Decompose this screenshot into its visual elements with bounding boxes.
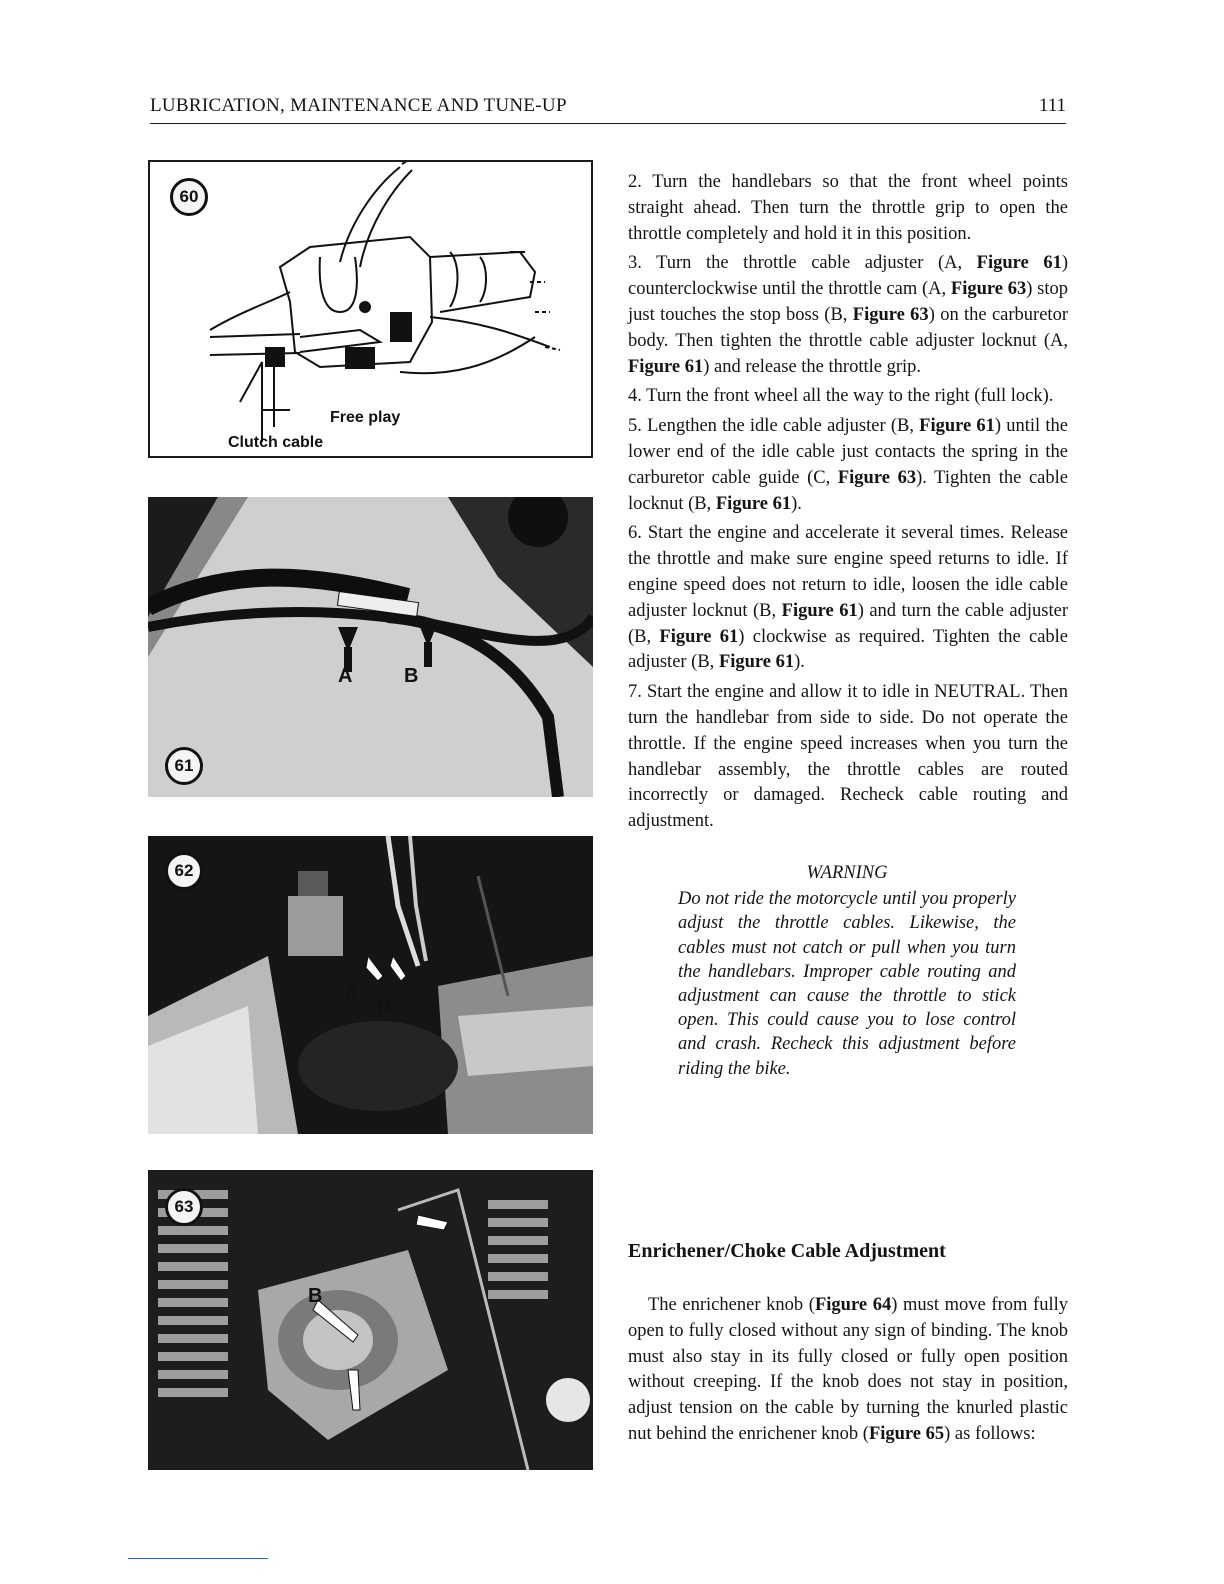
figure-63-number-badge: 63 [165, 1188, 203, 1226]
text-segment: ). [794, 652, 805, 673]
figure-reference: Figure 61 [659, 626, 739, 647]
figure-63-label-b: B [308, 1285, 323, 1307]
text-segment: ) on the carburetor body. Then tighten the throttle cable adjuster locknut (A, [628, 304, 1068, 351]
text-segment: ). Tighten the cable locknut (B, [628, 467, 1068, 514]
step-4 [628, 384, 1068, 410]
running-header [150, 93, 1066, 124]
text-segment: 3. Turn the throttle cable adjuster (A, [628, 253, 977, 274]
text-segment: ) stop just touches the stop boss (B, [628, 279, 1068, 325]
enrichener-section-heading: Enrichener/Choke Cable Adjustment [628, 1240, 946, 1262]
figure-reference: Figure 61 [718, 652, 795, 673]
figure-61-label-b: B [404, 665, 419, 687]
figure-61-photo [148, 497, 593, 797]
figure-reference: Figure 61 [976, 253, 1062, 274]
page-number: 111 [1038, 95, 1066, 116]
warning-title: WARNING [806, 862, 888, 883]
text-segment: 6. Start the engine and accelerate it several times. Release the throttle and make sure engine speed returns to idle. If engine speed does not return to idle, loosen the idle cable adjuster locknut (B, [628, 523, 1068, 621]
text-segment: ) as follows: [944, 1423, 1036, 1444]
free-play-label: Free play [330, 409, 401, 426]
figure-61-label-a: A [338, 665, 353, 687]
text-segment: ) must move from fully open to fully closed without any sign of binding. The knob must also stay in its fully closed or fully open position without creeping. If the knob does not stay in position, adjust tension on the cable by turning the knurled plastic nut behind the enrichener knob ( [628, 1295, 1068, 1444]
procedure-text-column [628, 170, 1068, 1081]
clutch-cable-label: Clutch cable [228, 434, 324, 451]
text-segment: ) clockwise as required. Tighten the cable adjuster (B, [628, 626, 1068, 673]
text-segment: 5. Lengthen the idle cable adjuster (B, [628, 416, 920, 437]
warning-box [678, 861, 1016, 1081]
step-5 [628, 414, 1068, 517]
figure-62-number-badge: 62 [165, 852, 203, 890]
figure-62-photo [148, 836, 593, 1134]
carburetor-cables-photo [148, 836, 593, 1134]
figure-reference: Figure 61 [781, 600, 858, 621]
throttle-cam-photo [148, 1170, 593, 1470]
figure-reference: Figure 61 [919, 416, 995, 437]
figure-reference: Figure 64 [814, 1295, 892, 1315]
enrichener-section-body [628, 1293, 1068, 1452]
step-3 [628, 251, 1068, 380]
figure-63-photo [148, 1170, 593, 1470]
figure-reference: Figure 65 [868, 1423, 945, 1444]
step-6 [628, 521, 1068, 676]
step-2 [628, 170, 1068, 247]
figure-reference: Figure 63 [852, 304, 929, 325]
figure-reference: Figure 63 [837, 467, 917, 488]
text-segment: ) until the lower end of the idle cable just contacts the spring in the carburetor cable guide (C, [628, 416, 1068, 488]
text-segment: ) counterclockwise until the throttle cam (A, [628, 253, 1068, 300]
warning-body: Do not ride the motorcycle until you properly adjust the throttle cables. Likewise, the cables must not catch or pull when you turn the handlebars. Improper cable routing and adjustment can cause the throttle to stick open. This could cause you to lose control and crash. Recheck this adjustment before riding the bike. [678, 889, 1016, 1079]
text-segment: ) and release the throttle grip. [703, 356, 922, 377]
text-segment: 2. Turn the handlebars so that the front wheel points straight ahead. Then turn the throttle grip to open the throttle completely and hold it in this position. [628, 172, 1068, 244]
chapter-title: LUBRICATION, MAINTENANCE AND TUNE-UP [150, 95, 567, 116]
throttle-cable-photo [148, 497, 593, 797]
figure-reference: Figure 61 [715, 493, 792, 514]
text-segment: 7. Start the engine and allow it to idle in NEUTRAL. Then turn the handlebar from side to side. Do not operate the throttle. If the engine speed increases when you turn the handlebar assembly, the throttle cables are routed incorrectly or damaged. Recheck cable routing and adjustment. [628, 682, 1068, 832]
figure-reference: Figure 61 [628, 356, 704, 377]
figure-62-label-b: B [377, 996, 392, 1018]
text-segment: ). [791, 493, 802, 514]
figure-61-number-badge: 61 [165, 747, 203, 785]
figure-60-diagram [148, 160, 593, 458]
enrichener-paragraph [628, 1293, 1068, 1448]
text-segment: 4. Turn the front wheel all the way to the right (full lock). [628, 386, 1054, 407]
text-segment: ) and turn the cable adjuster (B, [628, 600, 1068, 647]
figure-62-label-a: A [344, 984, 359, 1006]
step-7 [628, 680, 1068, 835]
figure-60-number-badge: 60 [170, 178, 208, 216]
figure-reference: Figure 63 [950, 279, 1027, 300]
text-segment: The enrichener knob ( [648, 1295, 815, 1315]
footnote-rule [128, 1558, 268, 1559]
